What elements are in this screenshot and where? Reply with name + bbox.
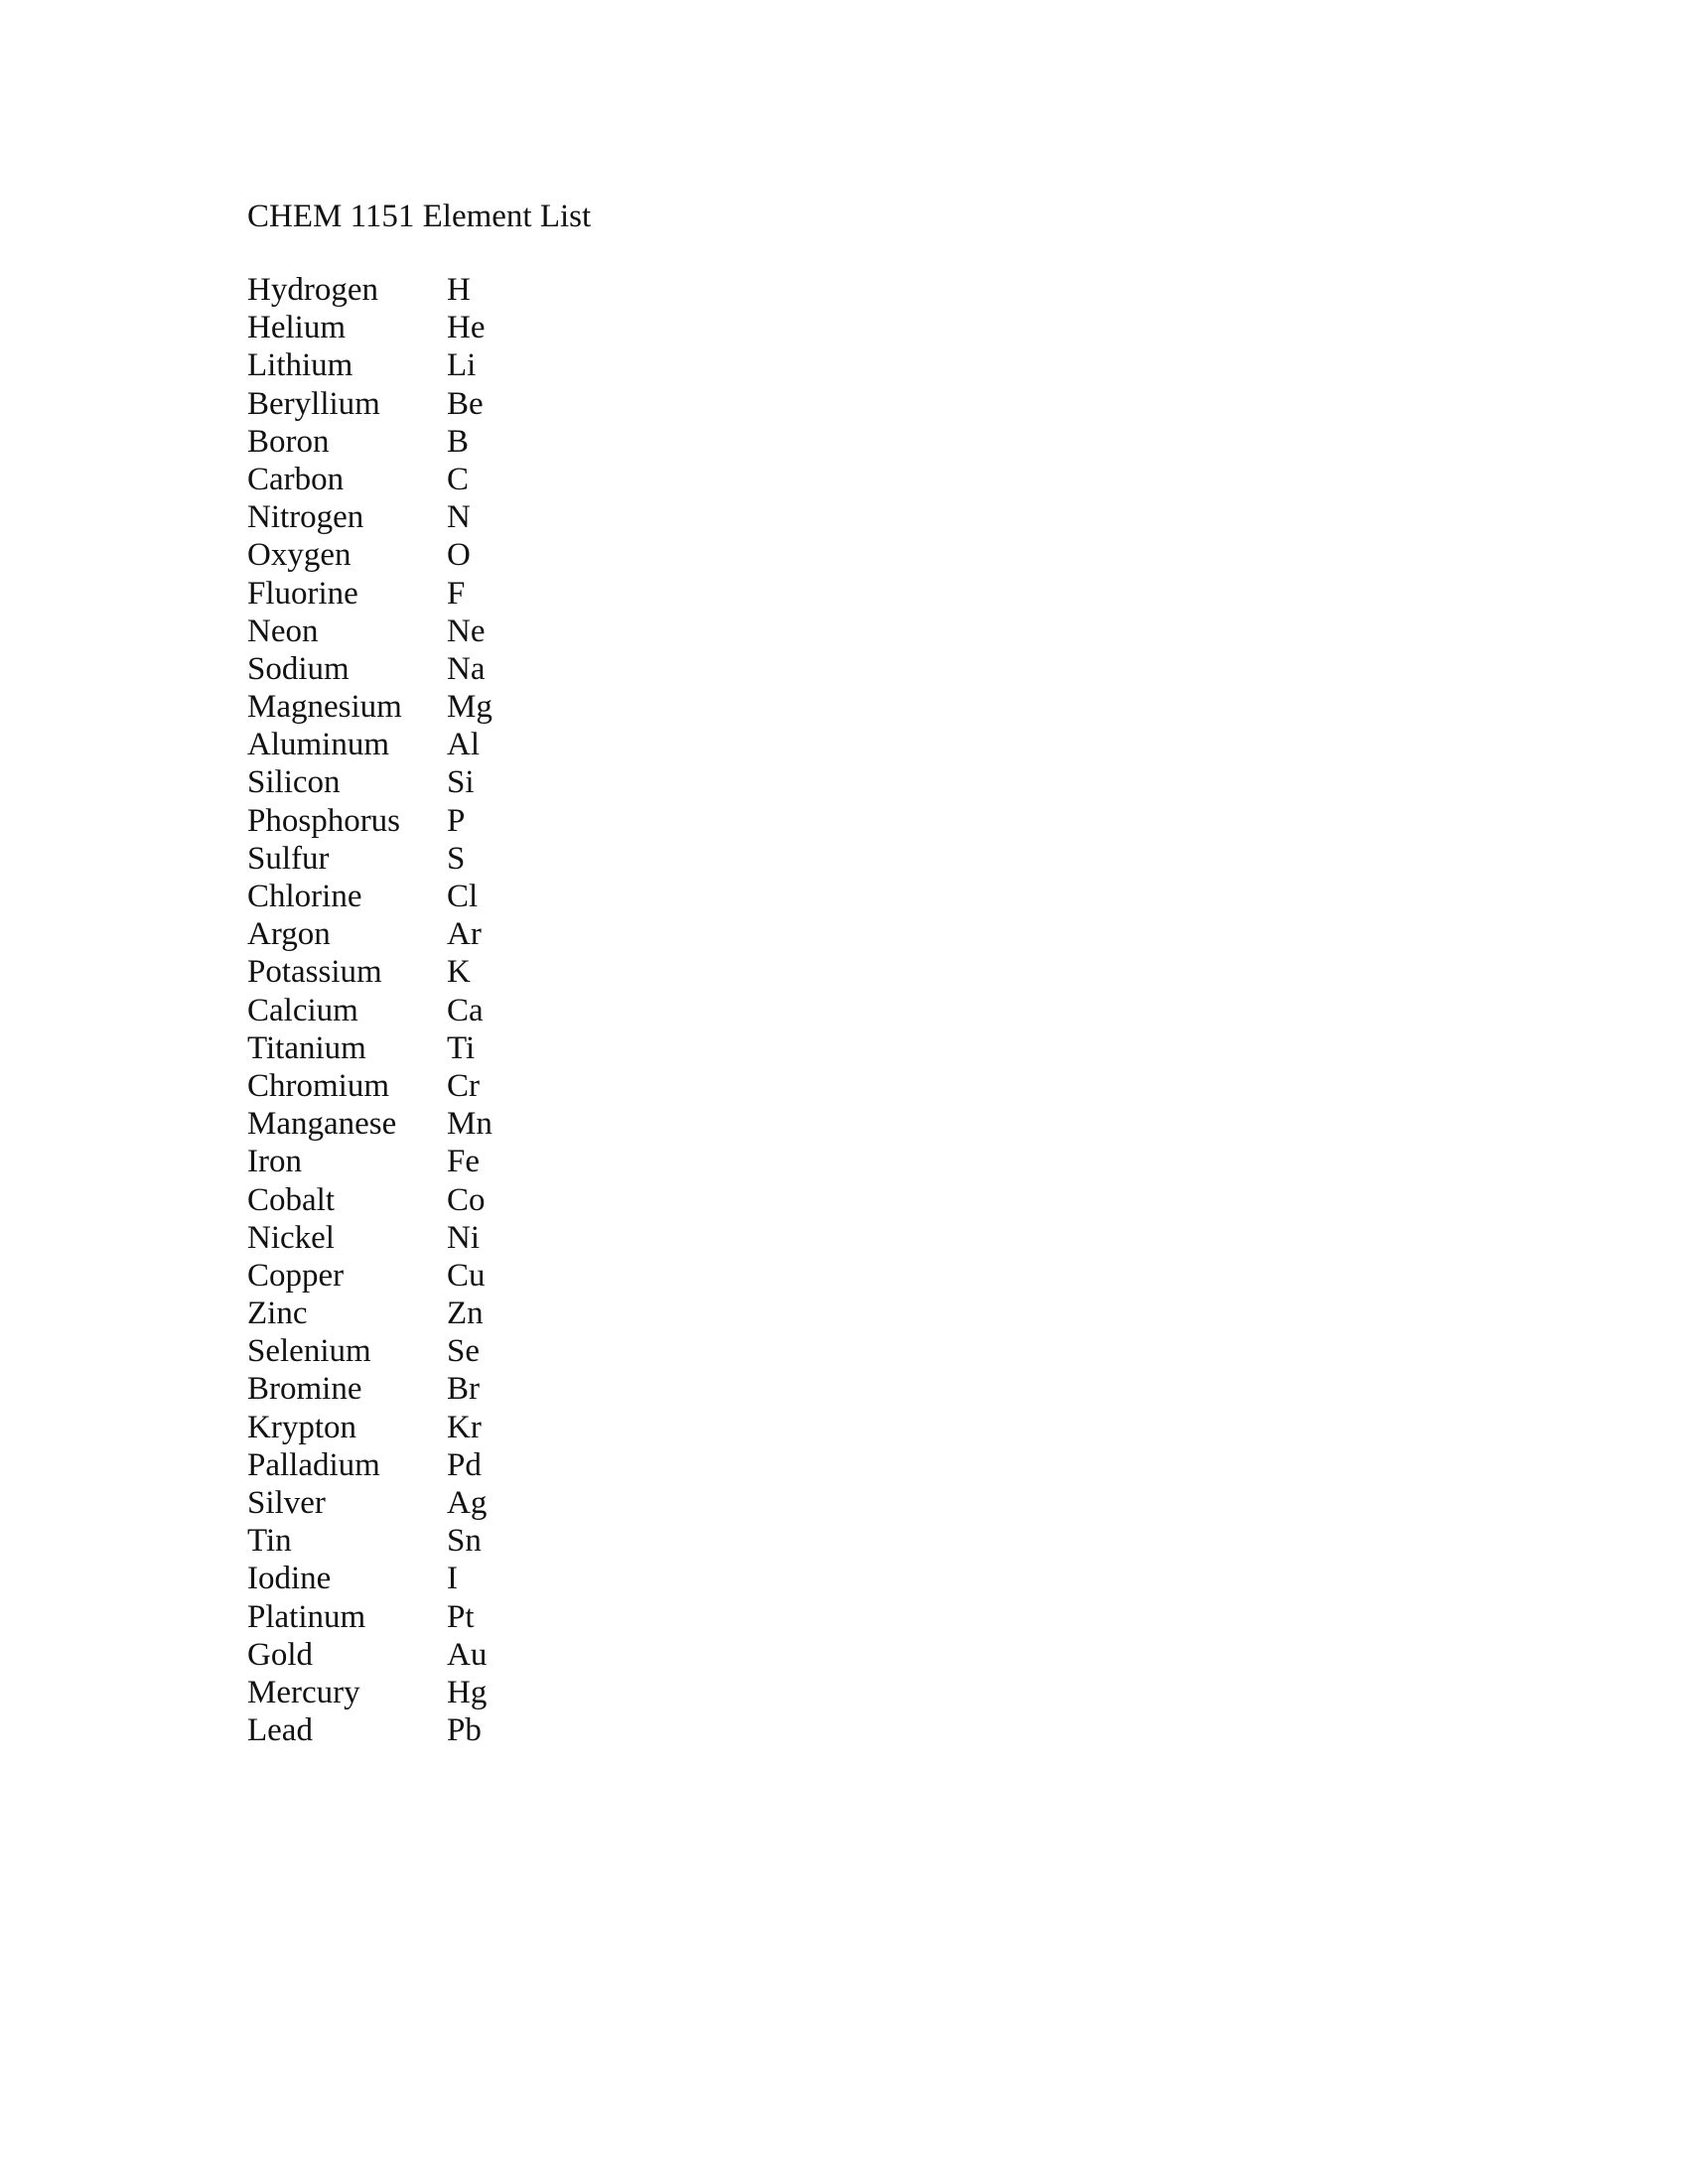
- element-name: Mercury: [247, 1674, 360, 1710]
- element-name: Carbon: [247, 461, 345, 497]
- element-name: Nickel: [247, 1219, 335, 1256]
- element-name: Oxygen: [247, 537, 352, 574]
- element-symbol: Be: [447, 385, 484, 422]
- element-name: Cobalt: [247, 1181, 335, 1218]
- element-symbol: Mn: [447, 1106, 492, 1143]
- element-symbol: K: [447, 954, 471, 991]
- element-symbol: Hg: [447, 1674, 488, 1710]
- element-name: Boron: [247, 423, 330, 460]
- element-name: Calcium: [247, 992, 358, 1028]
- element-row-38: [247, 1711, 546, 1749]
- element-name: Magnesium: [247, 689, 402, 726]
- element-name: Silicon: [247, 764, 341, 801]
- element-row-24: [247, 1181, 546, 1219]
- element-symbol: Au: [447, 1636, 488, 1673]
- element-row-6: [247, 498, 546, 536]
- element-name: Selenium: [247, 1333, 371, 1370]
- element-name: Sulfur: [247, 840, 330, 877]
- element-symbol: Se: [447, 1333, 480, 1370]
- element-name: Iodine: [247, 1561, 332, 1597]
- element-row-18: [247, 953, 546, 991]
- element-symbol: Ne: [447, 613, 486, 649]
- element-name: Nitrogen: [247, 499, 364, 536]
- element-list: [247, 271, 546, 1749]
- element-symbol: Zn: [447, 1296, 484, 1332]
- element-row-17: [247, 915, 546, 953]
- element-name: Silver: [247, 1485, 326, 1521]
- element-symbol: Cu: [447, 1257, 486, 1294]
- element-row-25: [247, 1219, 546, 1257]
- element-row-19: [247, 992, 546, 1029]
- element-name: Palladium: [247, 1446, 380, 1483]
- element-row-35: [247, 1598, 546, 1636]
- element-symbol: Na: [447, 650, 486, 687]
- element-symbol: Ar: [447, 916, 482, 953]
- element-row-32: [247, 1484, 546, 1522]
- element-name: Phosphorus: [247, 802, 401, 839]
- element-symbol: B: [447, 423, 470, 460]
- element-row-27: [247, 1295, 546, 1332]
- element-row-4: [247, 423, 546, 461]
- element-symbol: Pd: [447, 1446, 482, 1483]
- element-name: Potassium: [247, 954, 382, 991]
- element-row-37: [247, 1674, 546, 1711]
- element-name: Aluminum: [247, 727, 390, 763]
- element-symbol: S: [447, 840, 466, 877]
- element-row-10: [247, 650, 546, 688]
- element-row-15: [247, 840, 546, 878]
- element-row-16: [247, 878, 546, 915]
- element-row-12: [247, 726, 546, 763]
- element-name: Platinum: [247, 1598, 366, 1635]
- element-row-11: [247, 688, 546, 726]
- element-row-1: [247, 309, 546, 346]
- element-row-21: [247, 1067, 546, 1105]
- element-symbol: I: [447, 1561, 458, 1597]
- element-row-33: [247, 1522, 546, 1560]
- element-row-36: [247, 1636, 546, 1674]
- element-symbol: H: [447, 272, 471, 308]
- element-row-8: [247, 575, 546, 613]
- element-symbol: Ca: [447, 992, 484, 1028]
- element-name: Titanium: [247, 1029, 366, 1066]
- element-row-28: [247, 1332, 546, 1370]
- element-name: Tin: [247, 1523, 292, 1560]
- element-symbol: Co: [447, 1181, 486, 1218]
- element-row-23: [247, 1143, 546, 1180]
- document-title: CHEM 1151 Element List: [247, 199, 592, 234]
- element-name: Beryllium: [247, 385, 380, 422]
- element-symbol: Mg: [447, 689, 492, 726]
- element-name: Iron: [247, 1144, 302, 1180]
- element-symbol: Kr: [447, 1409, 482, 1445]
- element-name: Gold: [247, 1636, 313, 1673]
- element-symbol: Sn: [447, 1523, 482, 1560]
- element-row-29: [247, 1370, 546, 1408]
- element-name: Copper: [247, 1257, 345, 1294]
- element-symbol: Cr: [447, 1067, 480, 1104]
- element-name: Lithium: [247, 347, 353, 384]
- element-name: Krypton: [247, 1409, 356, 1445]
- element-name: Argon: [247, 916, 331, 953]
- element-symbol: Si: [447, 764, 475, 801]
- element-name: Neon: [247, 613, 319, 649]
- element-symbol: He: [447, 310, 486, 346]
- element-symbol: Al: [447, 727, 480, 763]
- element-symbol: Ni: [447, 1219, 480, 1256]
- element-symbol: P: [447, 802, 466, 839]
- element-name: Chromium: [247, 1067, 390, 1104]
- element-symbol: Fe: [447, 1144, 480, 1180]
- element-row-30: [247, 1409, 546, 1446]
- element-symbol: F: [447, 575, 466, 612]
- element-row-31: [247, 1446, 546, 1484]
- element-row-7: [247, 536, 546, 574]
- element-name: Manganese: [247, 1106, 397, 1143]
- element-row-3: [247, 385, 546, 423]
- element-symbol: Pb: [447, 1712, 482, 1749]
- element-name: Zinc: [247, 1296, 308, 1332]
- element-symbol: Ti: [447, 1029, 476, 1066]
- element-row-0: [247, 271, 546, 309]
- element-row-26: [247, 1257, 546, 1295]
- element-name: Hydrogen: [247, 272, 378, 308]
- element-row-5: [247, 461, 546, 498]
- element-symbol: Pt: [447, 1598, 475, 1635]
- element-symbol: Ag: [447, 1485, 488, 1521]
- element-symbol: C: [447, 461, 470, 497]
- element-symbol: Cl: [447, 879, 479, 914]
- element-row-9: [247, 613, 546, 650]
- element-name: Fluorine: [247, 575, 358, 612]
- element-row-2: [247, 346, 546, 384]
- element-name: Lead: [247, 1712, 313, 1749]
- element-row-34: [247, 1560, 546, 1597]
- element-symbol: N: [447, 499, 471, 536]
- element-name: Chlorine: [247, 879, 362, 914]
- element-row-13: [247, 763, 546, 801]
- element-name: Bromine: [247, 1371, 362, 1408]
- element-row-14: [247, 802, 546, 840]
- element-name: Helium: [247, 310, 346, 346]
- element-row-20: [247, 1029, 546, 1067]
- element-symbol: O: [447, 537, 471, 574]
- element-symbol: Br: [447, 1371, 480, 1408]
- element-name: Sodium: [247, 650, 350, 687]
- element-symbol: Li: [447, 347, 477, 384]
- element-row-22: [247, 1105, 546, 1143]
